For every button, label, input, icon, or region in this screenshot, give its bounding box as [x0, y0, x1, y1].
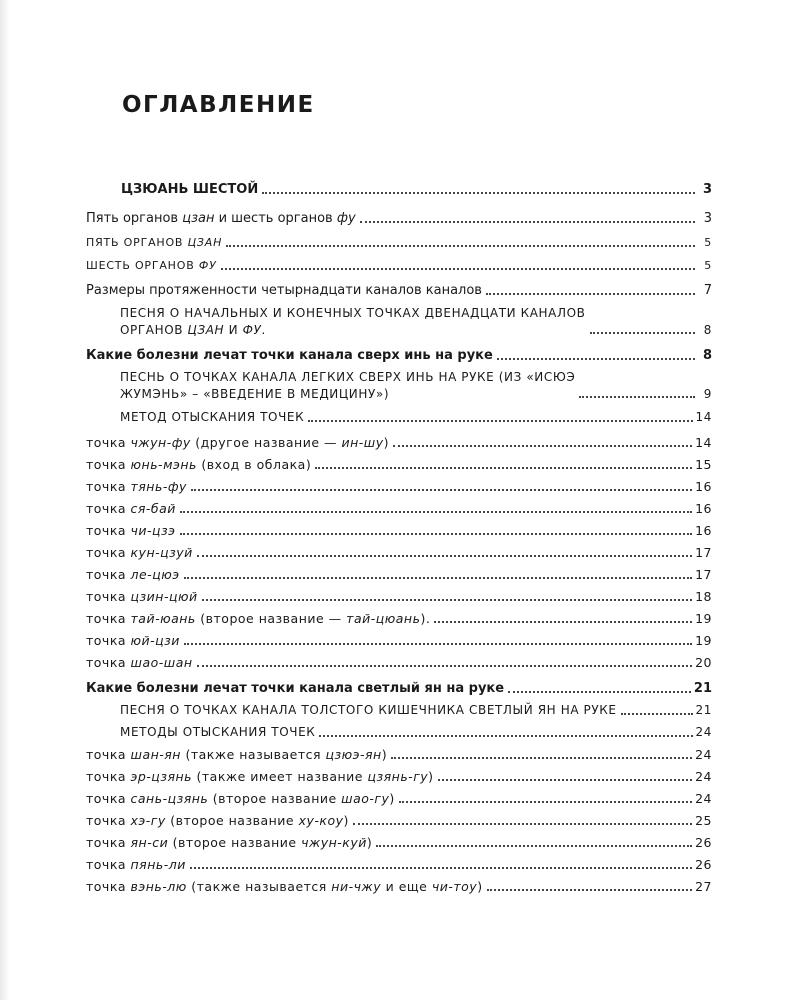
toc-page-number: 8 — [703, 323, 712, 337]
toc-page-number: 7 — [703, 283, 712, 298]
toc-page-number: 21 — [695, 703, 712, 717]
toc-page-number: 21 — [693, 681, 712, 696]
toc-entry[interactable] — [120, 723, 712, 742]
leader-dots — [319, 735, 692, 737]
toc-page-number: 18 — [695, 589, 712, 604]
toc-entry[interactable] — [86, 543, 712, 562]
toc-entry-label: точка ле-цюэ — [86, 567, 180, 582]
toc-page-number: 3 — [703, 211, 712, 226]
toc-page-number: 5 — [704, 259, 712, 272]
leader-dots — [308, 420, 692, 422]
toc-entry[interactable] — [86, 233, 712, 252]
toc-page-number: 25 — [695, 813, 712, 828]
leader-dots — [438, 779, 693, 781]
leader-dots — [180, 533, 693, 535]
leader-dots — [180, 511, 692, 513]
toc-page-number: 16 — [695, 523, 712, 538]
toc-page-number: 19 — [695, 633, 712, 648]
toc-page-number: 20 — [695, 655, 712, 670]
leader-dots — [262, 192, 695, 194]
toc-entry-label: точка цзин-цюй — [86, 589, 198, 604]
toc-page-number: 3 — [702, 182, 712, 197]
toc-entry[interactable] — [121, 180, 712, 199]
toc-entry[interactable] — [120, 305, 712, 339]
toc-entry-label: точка вэнь-лю (также называется ни-чжу и еще чи-тоу) — [86, 879, 483, 894]
toc-page-number: 15 — [695, 457, 712, 472]
toc-page-number: 24 — [695, 791, 712, 806]
toc-entry[interactable] — [86, 455, 712, 474]
toc-entry[interactable] — [86, 521, 712, 540]
toc-entry[interactable] — [86, 767, 712, 786]
page-title: ОГЛАВЛЕНИЕ — [122, 92, 315, 118]
toc-entry[interactable] — [86, 209, 712, 228]
toc-entry-label: точка ся-бай — [86, 501, 176, 516]
leader-dots — [360, 221, 695, 223]
toc-entry[interactable] — [86, 609, 712, 628]
toc-page-number: 26 — [695, 857, 712, 872]
toc-page-number: 24 — [695, 725, 712, 739]
leader-dots — [486, 293, 695, 295]
toc-page-number: 16 — [695, 479, 712, 494]
leader-dots — [399, 801, 692, 803]
toc-entry-label: точка хэ-гу (второе название ху-коу) — [86, 813, 349, 828]
leader-dots — [391, 757, 692, 759]
toc-entry[interactable] — [86, 631, 712, 650]
toc-page-number: 5 — [704, 236, 712, 249]
toc-entry-label: точка шао-шан — [86, 655, 193, 670]
toc-entry[interactable] — [86, 499, 712, 518]
toc-page-number: 8 — [702, 348, 712, 363]
toc-entry[interactable] — [86, 281, 712, 300]
toc-page-number: 19 — [695, 611, 712, 626]
toc-entry-label: ПЕСНЯ О ТОЧКАХ КАНАЛА ТОЛСТОГО КИШЕЧНИКА СВЕТЛЫЙ ЯН НА РУКЕ — [120, 703, 617, 717]
toc-entry[interactable] — [86, 477, 712, 496]
leader-dots — [487, 889, 693, 891]
toc-entry-label: ПЯТЬ ОРГАНОВ ЦЗАН — [86, 236, 223, 249]
toc-entry-label: точка юй-цзи — [86, 633, 180, 648]
toc-entry[interactable] — [120, 408, 712, 427]
toc-page-number: 9 — [703, 387, 712, 401]
toc-page-number: 24 — [695, 747, 712, 762]
toc-page-number: 27 — [695, 879, 712, 894]
toc-page-number: 17 — [695, 567, 712, 582]
toc-entry-label: точка эр-цзянь (также имеет название цзянь-гу) — [86, 769, 434, 784]
toc-entry-label: точка юнь-мэнь (вход в облака) — [86, 457, 312, 472]
leader-dots — [197, 555, 692, 557]
toc-entry[interactable] — [86, 811, 712, 830]
leader-dots — [621, 713, 693, 715]
toc-entry-label: Какие болезни лечат точки канала светлый ян на руке — [86, 681, 505, 696]
toc-entry[interactable] — [86, 877, 712, 896]
toc-entry[interactable] — [86, 653, 712, 672]
leader-dots — [353, 823, 692, 825]
toc-entry[interactable] — [86, 679, 712, 698]
toc-entry-label: точка шан-ян (также называется цзюэ-ян) — [86, 747, 388, 762]
toc-entry[interactable] — [120, 369, 712, 403]
leader-dots — [202, 599, 692, 601]
toc-entry-label: точка кун-цзуй — [86, 545, 193, 560]
toc-entry-label: точка тай-юань (второе название — тай-цюань). — [86, 611, 431, 626]
toc-entry[interactable] — [86, 565, 712, 584]
toc-entry-label: ЦЗЮАНЬ ШЕСТОЙ — [121, 182, 259, 197]
toc-entry[interactable] — [120, 701, 712, 720]
toc-page-number: 26 — [695, 835, 712, 850]
toc-entry-label: точка чи-цзэ — [86, 523, 176, 538]
leader-dots — [315, 467, 692, 469]
toc-entry-label: точка пянь-ли — [86, 857, 186, 872]
toc-entry[interactable] — [86, 587, 712, 606]
toc-entry[interactable] — [86, 346, 712, 365]
toc-page-number: 16 — [695, 501, 712, 516]
leader-dots — [184, 577, 693, 579]
toc-entry[interactable] — [86, 256, 712, 275]
toc-entry-label: точка ян-си (второе название чжун-куй) — [86, 835, 373, 850]
toc-entry-label: МЕТОДЫ ОТЫСКАНИЯ ТОЧЕК — [120, 725, 316, 739]
leader-dots — [497, 358, 695, 360]
toc-entry-label: ПЕСНЯ О НАЧАЛЬНЫХ И КОНЕЧНЫХ ТОЧКАХ ДВЕНАДЦАТИ КАНАЛОВ ОРГАНОВ ЦЗАН И ФУ. — [120, 306, 586, 337]
toc-entry-label: Размеры протяженности четырнадцати каналов каналов — [86, 283, 482, 298]
toc-page-number: 14 — [695, 410, 712, 424]
toc-entry-label: Пять органов цзан и шесть органов фу — [86, 211, 356, 226]
toc-entry-label: точка чжун-фу (другое название — ин-шу) — [86, 435, 390, 450]
leader-dots — [184, 643, 692, 645]
leader-dots — [393, 445, 692, 447]
toc-entry[interactable] — [86, 433, 712, 452]
toc-entry-label: Какие болезни лечат точки канала сверх инь на руке — [86, 348, 493, 363]
leader-dots — [434, 621, 692, 623]
leader-dots — [590, 332, 696, 334]
leader-dots — [197, 665, 693, 667]
toc-entry-label: ШЕСТЬ ОРГАНОВ ФУ — [86, 259, 217, 272]
toc-page-number: 17 — [695, 545, 712, 560]
leader-dots — [226, 245, 695, 247]
toc-entry[interactable] — [86, 855, 712, 874]
leader-dots — [190, 867, 692, 869]
toc-entry-label: МЕТОД ОТЫСКАНИЯ ТОЧЕК — [120, 410, 305, 424]
toc-page-number: 24 — [695, 769, 712, 784]
toc-entry-label: ПЕСНЬ О ТОЧКАХ КАНАЛА ЛЕГКИХ СВЕРХ ИНЬ НА РУКЕ (ИЗ «ИСЮЭ ЖУМЭНЬ» – «ВВЕДЕНИЕ В МЕДИЦИНУ») — [120, 370, 576, 401]
leader-dots — [191, 489, 692, 491]
leader-dots — [221, 268, 695, 270]
leader-dots — [376, 845, 692, 847]
toc-entry[interactable] — [86, 745, 712, 764]
toc-entry-label: точка тянь-фу — [86, 479, 187, 494]
toc-entry-label: точка сань-цзянь (второе название шао-гу) — [86, 791, 395, 806]
toc-page-number: 14 — [695, 435, 712, 450]
leader-dots — [508, 691, 691, 693]
toc-entry[interactable] — [86, 833, 712, 852]
toc-entry[interactable] — [86, 789, 712, 808]
leader-dots — [579, 396, 695, 398]
